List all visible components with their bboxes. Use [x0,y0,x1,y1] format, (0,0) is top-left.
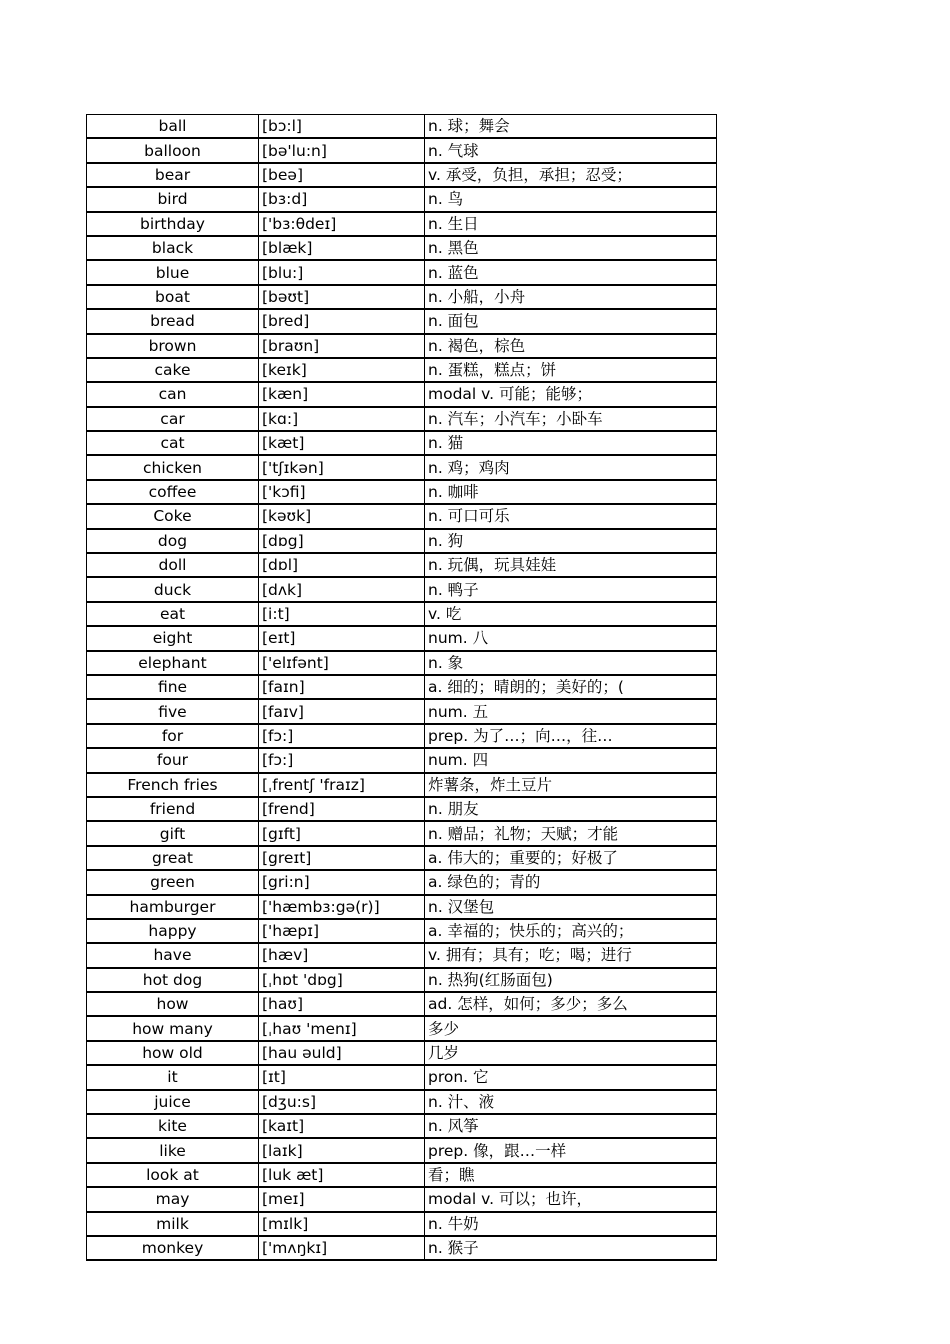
table-row [87,163,717,187]
table-row [87,504,717,528]
phonetic-cell: ['elɪfənt] [259,651,425,675]
word-cell: friend [87,797,259,821]
phonetic-cell: [bɔ:l] [259,115,425,139]
word-cell: have [87,943,259,967]
word-cell: monkey [87,1236,259,1260]
phonetic-cell: [keɪk] [259,358,425,382]
meaning-cell: n. 风筝 [425,1114,717,1138]
word-cell: hot dog [87,968,259,992]
meaning-cell: n. 面包 [425,309,717,333]
word-cell: black [87,236,259,260]
meaning-cell: prep. 为了…；向…，往… [425,724,717,748]
phonetic-cell: ['mʌŋkɪ] [259,1236,425,1260]
word-cell: chicken [87,455,259,479]
table-row [87,626,717,650]
word-cell: boat [87,285,259,309]
meaning-cell: n. 可口可乐 [425,504,717,528]
meaning-cell: n. 球；舞会 [425,115,717,139]
vocabulary-table [86,114,717,1261]
phonetic-cell: [luk æt] [259,1163,425,1187]
meaning-cell: n. 蛋糕，糕点；饼 [425,358,717,382]
table-row [87,1114,717,1138]
phonetic-cell: ['bɜ:θdeɪ] [259,212,425,236]
word-cell: happy [87,919,259,943]
word-cell: kite [87,1114,259,1138]
table-row [87,309,717,333]
word-cell: bear [87,163,259,187]
table-row [87,236,717,260]
word-cell: dog [87,529,259,553]
phonetic-cell: [hæv] [259,943,425,967]
word-cell: cake [87,358,259,382]
meaning-cell: n. 褐色，棕色 [425,334,717,358]
word-cell: like [87,1138,259,1162]
word-cell: Coke [87,504,259,528]
word-cell: how many [87,1016,259,1040]
table-row [87,358,717,382]
meaning-cell: n. 鸡；鸡肉 [425,455,717,479]
phonetic-cell: [fɔ:] [259,724,425,748]
word-cell: eight [87,626,259,650]
table-row [87,724,717,748]
table-row [87,748,717,772]
phonetic-cell: [i:t] [259,602,425,626]
meaning-cell: n. 小船，小舟 [425,285,717,309]
meaning-cell: 炸薯条，炸土豆片 [425,773,717,797]
word-cell: look at [87,1163,259,1187]
meaning-cell: n. 玩偶，玩具娃娃 [425,553,717,577]
meaning-cell: v. 承受，负担，承担；忍受； [425,163,717,187]
meaning-cell: n. 鸭子 [425,577,717,601]
table-row [87,577,717,601]
word-cell: milk [87,1212,259,1236]
phonetic-cell: [meɪ] [259,1187,425,1211]
table-row [87,968,717,992]
phonetic-cell: [dʌk] [259,577,425,601]
table-row [87,382,717,406]
phonetic-cell: [kæt] [259,431,425,455]
word-cell: for [87,724,259,748]
phonetic-cell: [greɪt] [259,846,425,870]
word-cell: it [87,1065,259,1089]
meaning-cell: a. 细的；晴朗的；美好的；( [425,675,717,699]
meaning-cell: 多少 [425,1016,717,1040]
phonetic-cell: [braʊn] [259,334,425,358]
phonetic-cell: ['hæmbɜ:gə(r)] [259,895,425,919]
table-row [87,480,717,504]
table-row [87,895,717,919]
phonetic-cell: [eɪt] [259,626,425,650]
table-row [87,1163,717,1187]
meaning-cell: n. 黑色 [425,236,717,260]
meaning-cell: n. 汁、液 [425,1090,717,1114]
phonetic-cell: [gri:n] [259,870,425,894]
phonetic-cell: [beə] [259,163,425,187]
phonetic-cell: [ˌfrentʃ 'fraɪz] [259,773,425,797]
phonetic-cell: [ˌhaʊ 'menɪ] [259,1016,425,1040]
phonetic-cell: [frend] [259,797,425,821]
meaning-cell: pron. 它 [425,1065,717,1089]
word-cell: coffee [87,480,259,504]
table-row [87,1187,717,1211]
phonetic-cell: [kaɪt] [259,1114,425,1138]
table-row [87,992,717,1016]
meaning-cell: a. 绿色的；青的 [425,870,717,894]
phonetic-cell: [blu:] [259,260,425,284]
table-row [87,285,717,309]
phonetic-cell: [gɪft] [259,821,425,845]
word-cell: ball [87,115,259,139]
phonetic-cell: [hau əuld] [259,1041,425,1065]
table-row [87,943,717,967]
meaning-cell: n. 气球 [425,138,717,162]
phonetic-cell: [mɪlk] [259,1212,425,1236]
phonetic-cell: ['kɔfi] [259,480,425,504]
meaning-cell: v. 吃 [425,602,717,626]
meaning-cell: n. 赠品；礼物；天赋；才能 [425,821,717,845]
meaning-cell: n. 鸟 [425,187,717,211]
table-row [87,455,717,479]
phonetic-cell: [dʒu:s] [259,1090,425,1114]
table-row [87,919,717,943]
word-cell: may [87,1187,259,1211]
word-cell: duck [87,577,259,601]
meaning-cell: prep. 像，跟…一样 [425,1138,717,1162]
table-row [87,602,717,626]
meaning-cell: n. 狗 [425,529,717,553]
phonetic-cell: [fɔ:] [259,748,425,772]
word-cell: four [87,748,259,772]
meaning-cell: num. 五 [425,699,717,723]
meaning-cell: n. 热狗(红肠面包) [425,968,717,992]
phonetic-cell: [blæk] [259,236,425,260]
word-cell: juice [87,1090,259,1114]
table-row [87,1138,717,1162]
meaning-cell: 看；瞧 [425,1163,717,1187]
table-row [87,334,717,358]
table-row [87,212,717,236]
word-cell: can [87,382,259,406]
word-cell: gift [87,821,259,845]
table-row [87,870,717,894]
word-cell: balloon [87,138,259,162]
phonetic-cell: [dɒg] [259,529,425,553]
table-row [87,138,717,162]
phonetic-cell: [bred] [259,309,425,333]
table-row [87,797,717,821]
table-row [87,529,717,553]
phonetic-cell: [bə'lu:n] [259,138,425,162]
table-row [87,821,717,845]
table-row [87,187,717,211]
meaning-cell: n. 生日 [425,212,717,236]
table-row [87,1065,717,1089]
meaning-cell: num. 四 [425,748,717,772]
meaning-cell: n. 汽车；小汽车；小卧车 [425,407,717,431]
phonetic-cell: [faɪn] [259,675,425,699]
meaning-cell: n. 汉堡包 [425,895,717,919]
word-cell: brown [87,334,259,358]
word-cell: hamburger [87,895,259,919]
meaning-cell: n. 蓝色 [425,260,717,284]
table-row [87,1090,717,1114]
phonetic-cell: [kɑ:] [259,407,425,431]
meaning-cell: modal v. 可能；能够； [425,382,717,406]
phonetic-cell: [bɜ:d] [259,187,425,211]
meaning-cell: n. 咖啡 [425,480,717,504]
word-cell: doll [87,553,259,577]
word-cell: birthday [87,212,259,236]
phonetic-cell: ['hæpɪ] [259,919,425,943]
word-cell: French fries [87,773,259,797]
word-cell: green [87,870,259,894]
word-cell: how old [87,1041,259,1065]
meaning-cell: v. 拥有；具有；吃；喝；进行 [425,943,717,967]
word-cell: how [87,992,259,1016]
meaning-cell: ad. 怎样，如何；多少；多么 [425,992,717,1016]
phonetic-cell: [bəʊt] [259,285,425,309]
phonetic-cell: [ɪt] [259,1065,425,1089]
table-row [87,675,717,699]
word-cell: eat [87,602,259,626]
table-row [87,651,717,675]
table-row [87,115,717,139]
table-row [87,407,717,431]
word-cell: car [87,407,259,431]
word-cell: elephant [87,651,259,675]
table-row [87,1016,717,1040]
table-row [87,431,717,455]
word-cell: cat [87,431,259,455]
meaning-cell: modal v. 可以；也许， [425,1187,717,1211]
phonetic-cell: [kæn] [259,382,425,406]
meaning-cell: a. 幸福的；快乐的；高兴的； [425,919,717,943]
table-row [87,773,717,797]
meaning-cell: 几岁 [425,1041,717,1065]
word-cell: bread [87,309,259,333]
meaning-cell: n. 象 [425,651,717,675]
phonetic-cell: [kəʊk] [259,504,425,528]
phonetic-cell: [faɪv] [259,699,425,723]
word-cell: fine [87,675,259,699]
phonetic-cell: [haʊ] [259,992,425,1016]
meaning-cell: n. 猴子 [425,1236,717,1260]
table-row [87,260,717,284]
table-row [87,1212,717,1236]
phonetic-cell: [dɒl] [259,553,425,577]
table-row [87,1041,717,1065]
meaning-cell: num. 八 [425,626,717,650]
meaning-cell: a. 伟大的；重要的；好极了 [425,846,717,870]
word-cell: five [87,699,259,723]
phonetic-cell: ['tʃɪkən] [259,455,425,479]
word-cell: great [87,846,259,870]
meaning-cell: n. 猫 [425,431,717,455]
table-row [87,846,717,870]
table-row [87,1236,717,1260]
table-row [87,553,717,577]
table-row [87,699,717,723]
word-cell: bird [87,187,259,211]
vocabulary-table-body [87,115,717,1261]
phonetic-cell: [laɪk] [259,1138,425,1162]
phonetic-cell: [ˌhɒt 'dɒg] [259,968,425,992]
meaning-cell: n. 朋友 [425,797,717,821]
meaning-cell: n. 牛奶 [425,1212,717,1236]
word-cell: blue [87,260,259,284]
